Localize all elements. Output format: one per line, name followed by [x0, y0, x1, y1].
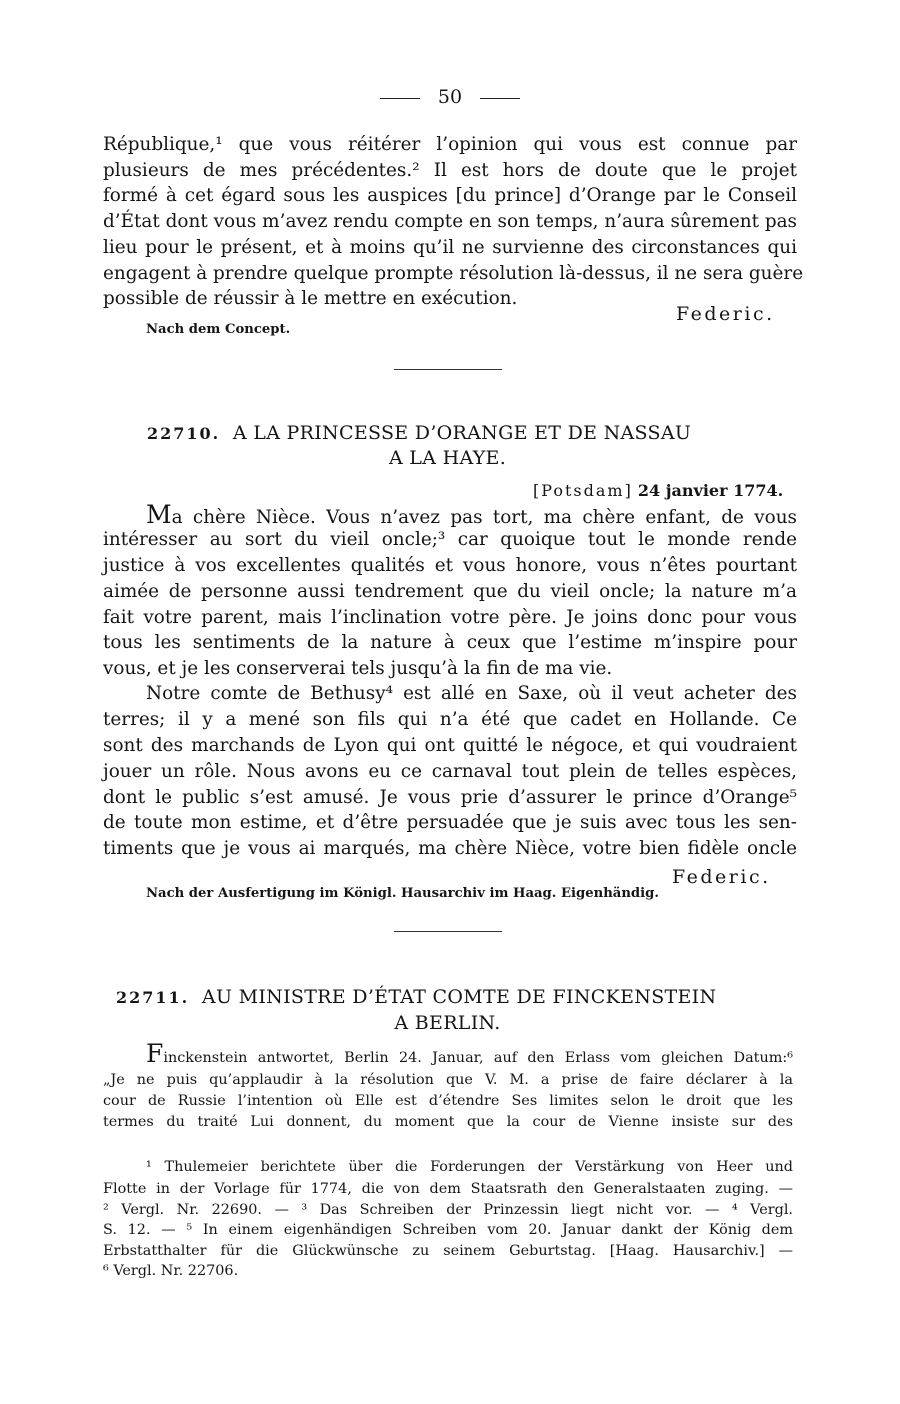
doc1-line: lieu pour le présent, et à moins qu’il ne survienne des circonstances qui [103, 237, 797, 258]
section-divider [394, 369, 502, 370]
doc2-line-first: Ma chère Nièce. Vous n’avez pas tort, ma chère enfant, de vous [146, 500, 797, 529]
doc3-initial: F [146, 1039, 164, 1068]
doc1-line: d’État dont vous m’avez rendu compte en son temps, n’aura sûrement pas [103, 211, 797, 232]
doc2-heading [147, 422, 691, 444]
doc1-source-note: Nach dem Concept. [146, 322, 291, 337]
doc1-line: République,¹ que vous réitérer l’opinion qui vous est connue par [103, 134, 797, 155]
doc2-line: fait votre parent, mais l’inclination votre père. Je joins donc pour vous [103, 607, 797, 628]
doc3-line: cour de Russie l’intention où Elle est d’étendre Ses limites selon le droit que les [103, 1093, 793, 1109]
doc2-line: justice à vos excellentes qualités et vous honore, vous n’êtes pourtant [103, 555, 797, 576]
footnote-line: ² Vergl. Nr. 22690. — ³ Das Schreiben der Prinzessin liegt nicht vor. — ⁴ Vergl. [103, 1202, 793, 1218]
doc2-signature: Federic. [672, 866, 771, 888]
doc1-line: formé à cet égard sous les auspices [du prince] d’Orange par le Conseil [103, 185, 797, 206]
doc2-line: vous, et je les conserverai tels jusqu’à la fin de ma vie. [103, 658, 613, 679]
doc2-line: aimée de personne aussi tendrement que du vieil oncle; la nature m’a [103, 581, 797, 602]
doc2-date: 24 janvier 1774. [637, 481, 784, 500]
header-dash-right [480, 98, 520, 99]
footnote-line: ¹ Thulemeier berichtete über die Forderungen der Verstärkung von Heer und [146, 1159, 793, 1175]
doc2-number: 22710. [147, 424, 221, 443]
doc2-line: dont le public s’est amusé. Je vous prie d’assurer le prince d’Orange⁵ [103, 787, 797, 808]
doc2-line: timents que je vous ai marqués, ma chère Nièce, votre bien fidèle oncle [103, 838, 797, 859]
footnote-line: S. 12. — ⁵ In einem eigenhändigen Schreiben vom 20. Januar dankt der König dem [103, 1222, 793, 1238]
doc2-line: intéresser au sort du vieil oncle;³ car quoique tout le monde rende [103, 529, 797, 550]
doc2-title-line1: A LA PRINCESSE D’ORANGE ET DE NASSAU [232, 422, 692, 444]
footnote-line: ⁶ Vergl. Nr. 22706. [103, 1263, 239, 1279]
doc2-line: sont des marchands de Lyon qui ont quitté le négoce, et qui voudraient [103, 735, 797, 756]
doc3-title-line2: A BERLIN. [394, 1012, 501, 1034]
doc3-heading [116, 986, 716, 1008]
doc2-line: Notre comte de Bethusy⁴ est allé en Saxe, où il veut acheter des [146, 683, 797, 704]
doc2-line: terres; il y a mené son fils qui n’a été que cadet en Hollande. Ce [103, 709, 797, 730]
doc2-line: de toute mon estime, et d’être persuadée que je suis avec tous les sen- [103, 812, 797, 833]
doc1-line: plusieurs de mes précédentes.² Il est hors de doute que le projet [103, 160, 797, 181]
doc2-line: jouer un rôle. Nous avons eu ce carnaval tout plein de telles espèces, [103, 761, 797, 782]
doc2-initial: M [146, 500, 172, 529]
footnote-line: Erbstatthalter für die Glückwünsche zu seinem Geburtstag. [Haag. Hausarchiv.] — [103, 1243, 793, 1259]
doc3-line: termes du traité Lui donnent, du moment que la cour de Vienne insiste sur des [103, 1114, 793, 1130]
doc1-line: possible de réussir à le mettre en exécution. [103, 288, 518, 309]
doc1-signature: Federic. [676, 303, 775, 325]
header-dash-left [380, 98, 420, 99]
doc2-dateline [533, 481, 783, 500]
section-divider [394, 931, 502, 932]
doc2-source-note: Nach der Ausfertigung im Königl. Hausarchiv im Haag. Eigenhändig. [146, 886, 659, 901]
page-header [0, 86, 900, 108]
footnote-line: Flotte in der Vorlage für 1774, die von dem Staatsrath den Generalstaaten zuging. — [103, 1181, 793, 1197]
doc2-title-line2: A LA HAYE. [388, 447, 507, 469]
doc2-line: tous les sentiments de la nature à ceux que l’estime m’inspire pour [103, 632, 797, 653]
page-number: 50 [437, 86, 463, 108]
doc3-title-line1: AU MINISTRE D’ÉTAT COMTE DE FINCKENSTEIN [201, 986, 717, 1008]
doc3-line-first: Finckenstein antwortet, Berlin 24. Januar, auf den Erlass vom gleichen Datum:⁶ [146, 1039, 793, 1068]
doc2-place: [Potsdam] [533, 481, 633, 500]
doc1-line: engagent à prendre quelque prompte résolution là-dessus, il ne sera guère [103, 263, 804, 284]
doc3-number: 22711. [116, 988, 190, 1007]
doc3-line: „Je ne puis qu’applaudir à la résolution que V. M. a prise de faire déclarer à la [103, 1072, 793, 1088]
